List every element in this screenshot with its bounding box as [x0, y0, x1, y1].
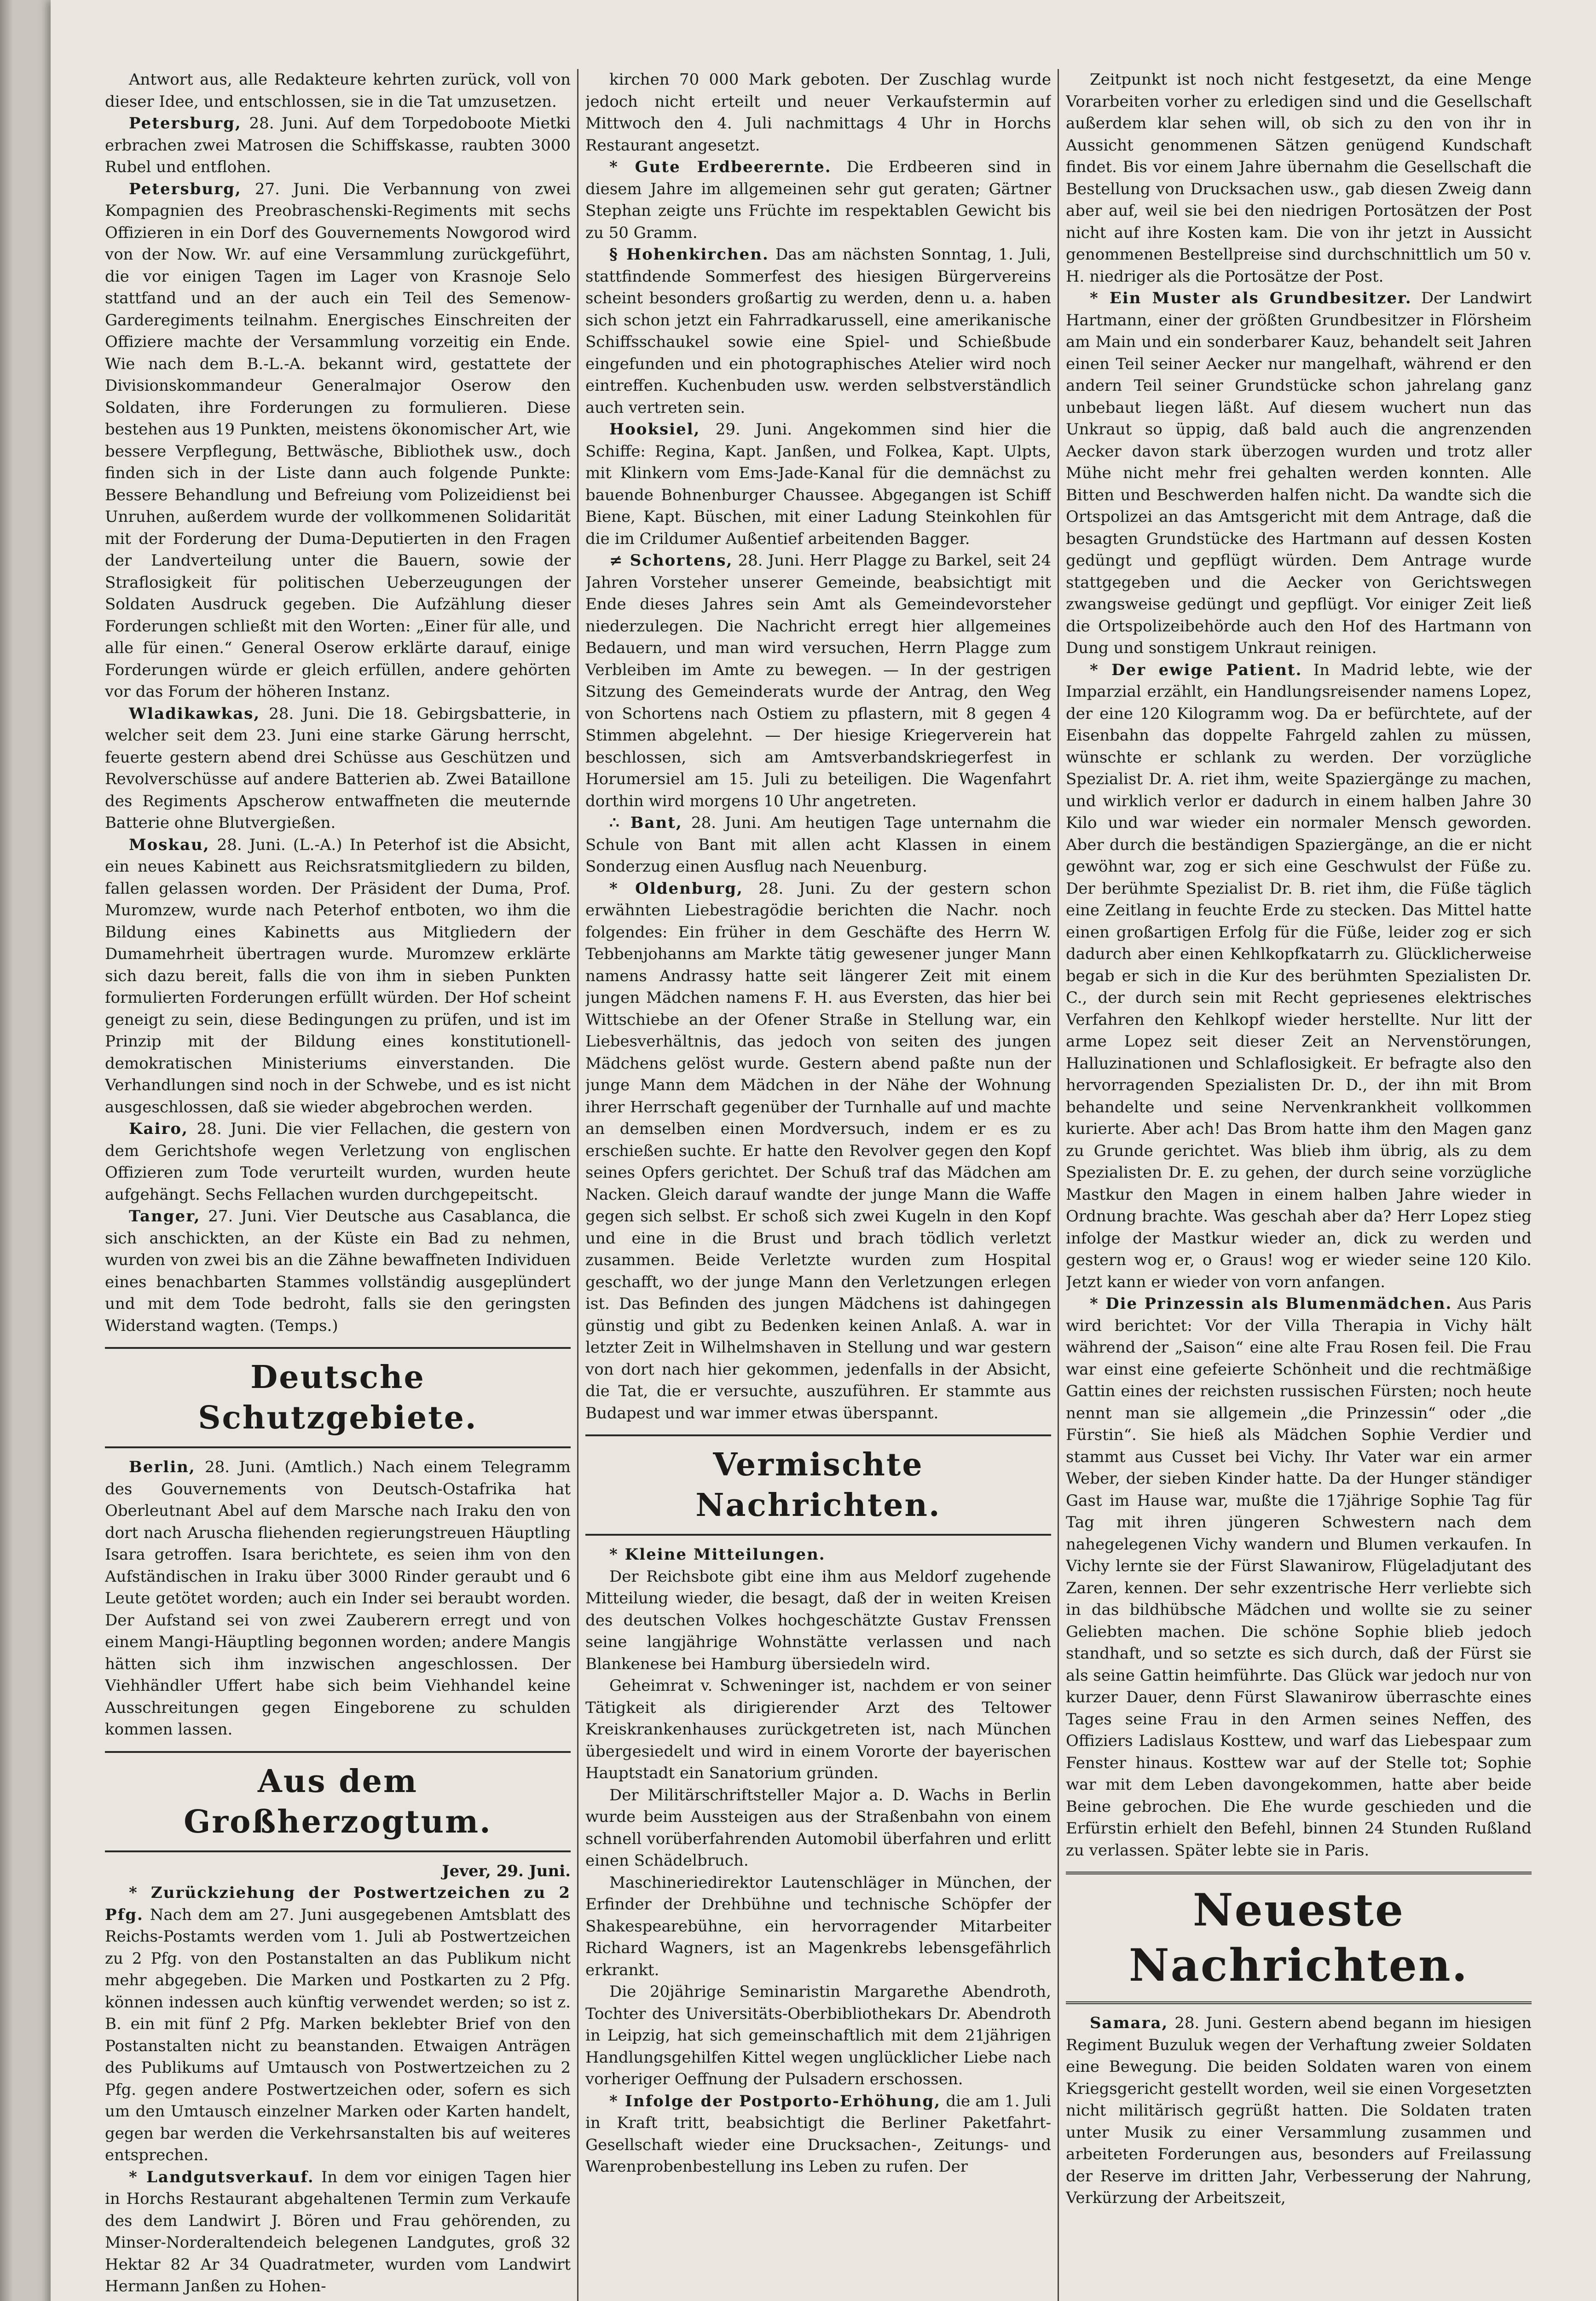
news-paragraph: [585, 1981, 1051, 2091]
paragraph-keyword: Moskau,: [129, 835, 210, 854]
paragraph-keyword: * Gute Erdbeerernte.: [609, 158, 832, 176]
news-paragraph: [105, 1882, 571, 2167]
heading-grossherzogtum: Aus dem Großherzogtum.: [105, 1751, 571, 1852]
left-news-list: [105, 69, 571, 1337]
paragraph-text: 28. Juni. Zu der gestern schon erwähnten Liebestragödie berichten die Nachr. noch folgendes: Ein früher in dem Geschäfte des Herrn W. Tebbenjohanns am Markte tätig gewesener junger Mann namens Andrassy hatte seit längerer Zeit mit einem jungen Mädchen namens F. H. aus Eversten, das hier bei Wittschiebe an der Ofener Straße in Stellung war, ein Liebesverhältnis, das jedoch von seiten des jungen Mädchens gelöst wurde. Gestern abend paßte nun der junge Mann dem Mädchen in der Nähe der Wohnung ihrer Herrschaft gegenüber der Turnhalle auf und machte an demselben einen Mordversuch, indem er es zu erschießen suchte. Er hatte den Revolver gegen den Kopf seines Opfers gerichtet. Der Schuß traf das Mädchen am Nacken. Gleich darauf wandte der junge Mann die Waffe gegen sich selbst. Er schoß sich zwei Kugeln in den Kopf und eine in die Brust und brach tödlich verletzt zusammen. Beide Verletzte wurden zum Hospital geschafft, wo der junge Mann den Verletzungen erlegen ist. Das Befinden des jungen Mädchens ist dahingegen günstig und gibt zu Bedenken keinen Anlaß. A. war in letzter Zeit in Wilhelmshaven in Stellung und war gestern von dort nach hier gekommen, jedenfalls in der Absicht, die Tat, die er versuchte, auszuführen. Er stammte aus Budapest und war immer etwas überspannt.: [585, 879, 1051, 1422]
paragraph-text: 28. Juni. Herr Plagge zu Barkel, seit 24 Jahren Vorsteher unserer Gemeinde, beabsichtigt mit Ende dieses Jahres sein Amt als Gemeindevorsteher niederzulegen. Die Nachricht erregt hier allgemeines Bedauern, und man wird versuchen, Herrn Plagge zum Verbleiben im Amte zu bewegen. — In der gestrigen Sitzung des Gemeinderats wurde der Antrag, den Weg von Schortens nach Ostiem zu pflastern, mit 8 gegen 4 Stimmen abgelehnt. — Der hiesige Kriegerverein hat beschlossen, sich am Amtsverbandskriegerfest in Horumersiel am 15. Juli zu beteiligen. Die Wagenfahrt dorthin wird morgens 10 Uhr angetreten.: [585, 551, 1051, 810]
paragraph-text: Nach dem am 27. Juni ausgegebenen Amtsblatt des Reichs-Postamts werden vom 1. Juli ab Postwertzeichen zu 2 Pfg. von den Postanstalten an das Publikum nicht mehr abgegeben. Die Marken und Postkarten zu 2 Pfg. können indessen auch künftig verwendet werden; so ist z. B. ein mit fünf 2 Pfg. Marken beklebter Brief von den Postanstalten nicht zu beanstanden. Etwaigen Anträgen des Publikums auf Umtausch von Postwertzeichen zu 2 Pfg. gegen andere Postwertzeichen oder, sofern es sich um den Umtausch einzelner Marken oder Karten handelt, gegen bar werden die Verkehrsanstalten bis auf weiteres entsprechen.: [105, 1905, 571, 2164]
news-paragraph: [585, 69, 1051, 156]
news-paragraph: [1066, 659, 1532, 1294]
dateline-jever: Jever, 29. Juni.: [442, 1862, 571, 1880]
paragraph-text: In Madrid lebte, wie der Imparzial erzählt, ein Handlungsreisender namens Lopez, der eine 120 Kilogramm wog. Da er befürchtete, auf der Eisenbahn das doppelte Fahrgeld zahlen zu müssen, wünschte er schlank zu werden. Der vorzügliche Spezialist Dr. A. riet ihm, weite Spaziergänge zu machen, und wirklich verlor er dadurch in einem halben Jahre 30 Kilo und war wieder ein normaler Mensch geworden. Aber durch die beständigen Spaziergänge, an die er nicht gewöhnt war, zog er sich eine Geschwulst der Füße zu. Der berühmte Spezialist Dr. B. riet ihm, die Füße täglich eine Zeitlang in feuchte Erde zu stecken. Das Mittel hatte einen großartigen Erfolg für die Füße, leider zog er sich dadurch aber einen Kehlkopfkatarrh zu. Glücklicherweise begab er sich in die Kur des berühmten Spezialisten Dr. C., der durch sein mit Recht gepriesenes elektrisches Verfahren den Kehlkopf wieder herstellte. Nur litt der arme Lopez seit dieser Zeit an Nervenstörungen, Halluzinationen und Schlaflosigkeit. Er befragte also den hervorragenden Spezialisten Dr. D., der ihn mit Brom behandelte und seine Nervenkrankheit vollkommen kurierte. Aber ach! Das Brom hatte ihm den Magen ganz zu Grunde gerichtet. Was blieb ihm übrig, als zu dem Spezialisten Dr. E. zu gehen, der durch seine vorzügliche Mastkur den Magen in einem halben Jahre wieder in Ordnung brachte. Was geschah aber da? Herr Lopez stieg infolge der Mastkur wieder an, dick zu werden und gestern wog er, o Graus! wog er wieder seine 120 Kilo. Jetzt kann er wieder von vorn anfangen.: [1066, 660, 1532, 1291]
news-paragraph: [585, 419, 1051, 550]
paragraph-keyword: * Infolge der Postporto-Erhöhung,: [609, 2092, 941, 2110]
news-paragraph: [105, 703, 571, 834]
paragraph-keyword: Tanger,: [129, 1207, 201, 1226]
middle-news-list: [585, 69, 1051, 1424]
grossherzogtum-list: [105, 1882, 571, 2298]
news-paragraph: [585, 1566, 1051, 1676]
news-paragraph: [585, 2091, 1051, 2178]
paragraph-keyword: * Oldenburg,: [609, 879, 743, 898]
paragraph-keyword: * Landgutsverkauf.: [129, 2168, 314, 2186]
paragraph-text: 28. Juni. (Amtlich.) Nach einem Telegramm des Gouvernements von Deutsch-Ostafrika hat Oberleutnant Abel auf dem Marsche nach Iraku den von dort nach Aruscha fliehenden regierungstreuen Häuptling Isara getroffen. Isara berichtete, es seien ihm von den Aufständischen in Iraku über 3000 Rinder geraubt und 6 Leute getötet worden; auch ein Inder sei beraubt worden. Der Aufstand sei von zwei Zauberern erregt und von einem Mangi-Häuptling begonnen worden; andere Mangis hätten sich ihm inzwischen angeschlossen. Der Viehhändler Uffert habe sich beim Viehhandel keine Ausschreitungen gegen Eingeborene zu schulden kommen lassen.: [105, 1458, 571, 1739]
paragraph-text: Die Erdbeeren sind in diesem Jahre im allgemeinen sehr gut geraten; Gärtner Stephan zeigte uns Früchte im respektablen Gewicht bis zu 50 Gramm.: [585, 158, 1051, 242]
neueste-list: [1066, 2012, 1532, 2209]
news-paragraph: [585, 550, 1051, 812]
news-paragraph: [585, 1544, 1051, 1566]
paragraph-text: 27. Juni. Vier Deutsche aus Casablanca, die sich anschickten, an der Küste ein Bad zu nehmen, wurden von zwei bis an die Zähne bewaffneten Individuen eines benachbarten Stammes vollständig ausgeplündert und mit dem Tode bedroht, falls sie den geringsten Widerstand wagten. (Temps.): [105, 1207, 571, 1335]
left-column: [105, 69, 571, 2301]
paragraph-keyword: * Der ewige Patient.: [1090, 660, 1302, 679]
news-paragraph: [1066, 2012, 1532, 2209]
news-paragraph: [105, 1118, 571, 1206]
news-paragraph: [105, 113, 571, 179]
paragraph-text: Das am nächsten Sonntag, 1. Juli, stattfindende Sommerfest des hiesigen Bürgervereins scheint besonders großartig zu werden, denn u. a. haben sich schon jetzt ein Fahrradkarussell, eine amerikanische Schiffsschaukel sowie eine Spiel- und Schießbude eingefunden und ein photographisches Atelier wird noch eintreffen. Kuchenbuden usw. werden selbstverständlich auch vertreten sein.: [585, 245, 1051, 417]
news-paragraph: [105, 1457, 571, 1741]
paragraph-text: Der Militärschriftsteller Major a. D. Wachs in Berlin wurde beim Aussteigen aus der Straßenbahn von einem schnell vorüberfahrenden Automobil überfahren und erlitt einen Schädelbruch.: [585, 1786, 1051, 1870]
paragraph-text: 28. Juni. Am heutigen Tage unternahm die Schule von Bant mit allen acht Klassen in einem Sonderzug einen Ausflug nach Neuenburg.: [585, 814, 1051, 876]
paragraph-text: Maschineriedirektor Lautenschläger in München, der Erfinder der Drehbühne und technische Schöpfer der Shakespearebühne, ein hervorragender Mitarbeiter Richard Wagners, ist an Magenkrebs lebensgefährlich erkrankt.: [585, 1873, 1051, 1979]
paragraph-text: Der Landwirt Hartmann, einer der größten Grundbesitzer in Flörsheim am Main und ein sonderbarer Kauz, behandelt seit Jahren einen Teil seiner Aecker nur mangelhaft, während er den andern Teil seiner Grundstücke schon jahrelang ganz unbebaut liegen läßt. Auf diesem wuchert nun das Unkraut so üppig, daß bald auch die angrenzenden Aecker davon stark überzogen wurden und trotz aller Mühe nicht mehr frei gehalten werden konnten. Alle Bitten und Beschwerden halfen nicht. Da wandte sich die Ortspolizei an das Amtsgericht mit dem Antrage, daß die besagten Grundstücke des Hartmann auf dessen Kosten gedüngt und gepflügt würden. Dem Antrage wurde stattgegeben und die Aecker von Gerichtswegen zwangsweise gedüngt und gepflügt. Vor einiger Zeit ließ die Ortspolizeibehörde auch den Hof des Hartmann von Dung und sonstigem Unkraut reinigen.: [1066, 289, 1532, 657]
news-paragraph: [585, 244, 1051, 419]
paragraph-keyword: ∴ Bant,: [609, 814, 682, 832]
right-news-list: [1066, 69, 1532, 1862]
paragraph-text: kirchen 70 000 Mark geboten. Der Zuschlag wurde jedoch nicht erteilt und neuer Verkaufstermin auf Mittwoch den 4. Juli nachmittags 4 Uhr in Horchs Restaurant angesetzt.: [585, 70, 1051, 155]
news-paragraph: [1066, 288, 1532, 659]
right-column: [1066, 69, 1532, 2301]
paragraph-text: 27. Juni. Die Verbannung von zwei Kompagnien des Preobraschenski-Regiments mit sechs Offizieren in ein Dorf des Gouvernements Nowgorod wird von der Now. Wr. auf eine Versammlung zurückgeführt, die vor einigen Tagen im Lager von Krasnoje Selo stattfand und an der auch ein Teil des Semenow-Garderegiments teilnahm. Energisches Einschreiten der Offiziere machte der Versammlung vorzeitig ein Ende. Wie nach dem B.-L.-A. bekannt wird, gestattete der Divisionskommandeur Generalmajor Oserow den Soldaten, ihre Forderungen zu formulieren. Diese bestehen aus 19 Punkten, meistens ökonomischer Art, wie bessere Verpflegung, Bettwäsche, Bibliothek usw., doch finden sich in der Liste dann auch folgende Punkte: Bessere Behandlung und Befreiung vom Polizeidienst bei Unruhen, außerdem wurde der vollkommenen Solidarität mit der Forderung der Duma-Deputierten in den Fragen der Landverteilung unter die Bauern, sowie der Straflosigkeit für politischen Ueberzeugungen der Soldaten Ausdruck gegeben. Die Aufzählung dieser Forderungen schließt mit den Worten: „Einer für alle, und alle für einen.“ General Oserow erklärte darauf, einige Forderungen würde er gleich erfüllen, andere gehörten vor das Forum der höheren Instanz.: [105, 179, 571, 701]
heading-deutsche-schutzgebiete: Deutsche Schutzgebiete.: [105, 1347, 571, 1448]
paragraph-text: In dem vor einigen Tagen hier in Horchs Restaurant abgehaltenen Termin zum Verkaufe des dem Landwirt J. Bören und Frau gehörenden, zu Minser-Norderaltendeich belegenen Landgutes, groß 32 Hektar 82 Ar 34 Quadratmeter, wurden vom Landwirt Hermann Janßen zu Hohen-: [105, 2168, 571, 2295]
paragraph-keyword: ≠ Schortens,: [609, 551, 733, 570]
news-paragraph: [585, 812, 1051, 878]
paragraph-text: 28. Juni. (L.-A.) In Peterhof ist die Absicht, ein neues Kabinett aus Reichsratsmitgliedern zu bilden, fallen gelassen worden. Der Präsident der Duma, Prof. Muromzew, wurde nach Peterhof entboten, wo ihm die Bildung eines Kabinetts aus Mitgliedern der Dumamehrheit übertragen wurde. Muromzew erklärte sich dazu bereit, falls die von ihm in sieben Punkten formulierten Forderungen erfüllt würden. Der Hof scheint geneigt zu sein, diese Bedingungen zu prüfen, und ist im Prinzip mit der Bildung eines konstitutionell-demokratischen Ministeriums einverstanden. Die Verhandlungen sind noch in der Schwebe, und es ist nicht ausgeschlossen, daß sie wieder abgebrochen werden.: [105, 835, 571, 1116]
news-paragraph: [585, 1675, 1051, 1785]
news-paragraph: [1066, 1293, 1532, 1862]
paragraph-keyword: Petersburg,: [129, 179, 242, 198]
paragraph-keyword: Petersburg,: [129, 114, 242, 133]
heading-neueste-nachrichten: Neueste Nachrichten.: [1066, 1872, 1532, 2004]
news-paragraph: [585, 1872, 1051, 1982]
paragraph-text: 28. Juni. Die vier Fellachen, die gestern von dem Gerichtshofe wegen Verletzung von englischen Offizieren zum Tode verurteilt wurden, wurden heute aufgehängt. Sechs Fellachen wurden durchgepeitscht.: [105, 1120, 571, 1204]
news-paragraph: [105, 2167, 571, 2298]
news-paragraph: [585, 1785, 1051, 1872]
news-paragraph: [105, 69, 571, 113]
paragraph-text: Die 20jährige Seminaristin Margarethe Abendroth, Tochter des Universitäts-Oberbibliothekars Dr. Abendroth in Leipzig, hat sich gemeinschaftlich mit dem 21jährigen Handlungsgehilfen Kittel wegen unglücklicher Liebe nach vorheriger Oeffnung der Pulsadern erschossen.: [585, 1983, 1051, 2088]
paragraph-keyword: Wladikawkas,: [129, 704, 260, 723]
news-paragraph: [105, 179, 571, 703]
paragraph-keyword: § Hohenkirchen.: [609, 245, 769, 264]
paragraph-text: 28. Juni. Auf dem Torpedoboote Mietki erbrachen zwei Matrosen die Schiffskasse, raubten 3000 Rubel und entflohen.: [105, 114, 571, 176]
news-paragraph: [105, 1206, 571, 1337]
paragraph-keyword: Kairo,: [129, 1120, 188, 1138]
paragraph-text: die am 1. Juli in Kraft tritt, beabsichtigt die Berliner Paketfahrt-Gesellschaft wieder eine Drucksachen-, Zeitungs- und Warenprobenbestellung ins Leben zu rufen. Der: [585, 2092, 1051, 2176]
paragraph-keyword: * Zurückziehung der Postwertzeichen zu 2 Pfg.: [105, 1884, 571, 1924]
news-paragraph: [1066, 69, 1532, 288]
paragraph-text: 29. Juni. Angekommen sind hier die Schiffe: Regina, Kapt. Janßen, und Folkea, Kapt. Ulpts, mit Klinkern vom Ems-Jade-Kanal für die demnächst zu bauende Bohnenburger Chaussee. Abgegangen ist Schiff Biene, Kapt. Büschen, mit einer Ladung Steinkohlen für die im Crildumer Außentief arbeitenden Bagger.: [585, 420, 1051, 548]
paragraph-keyword: * Ein Muster als Grundbesitzer.: [1090, 289, 1412, 307]
heading-vermischte-nachrichten: Vermischte Nachrichten.: [585, 1434, 1051, 1536]
news-paragraph: [105, 834, 571, 1119]
paragraph-text: 28. Juni. Die 18. Gebirgsbatterie, in welcher seit dem 23. Juni eine starke Gärung herrscht, feuerte gestern abend drei Schüsse aus Geschützen und Revolverschüsse auf andere Batterien ab. Zwei Bataillone des Regiments Apscherow entwaffneten die meuternde Batterie ohne Blutvergießen.: [105, 704, 571, 832]
paragraph-text: 28. Juni. Gestern abend begann im hiesigen Regiment Buzuluk wegen der Verhaftung zweier Soldaten eine Bewegung. Die beiden Soldaten waren von einem Kriegsgericht gestellt worden, weil sie einen Vorgesetzten nicht militärisch gegrüßt hatten. Die Soldaten traten unter Musik zu einer Versammlung zusammen und arbeiteten Forderungen aus, besonders auf Freilassung der Reserve im dritten Jahr, Verbesserung der Nahrung, Verkürzung der Arbeitszeit,: [1066, 2014, 1532, 2207]
news-paragraph: [585, 878, 1051, 1425]
column-rule-left: [577, 69, 578, 2301]
column-rule-right: [1058, 69, 1059, 2301]
paragraph-keyword: Berlin,: [129, 1458, 196, 1476]
paragraph-text: Antwort aus, alle Redakteure kehrten zurück, voll von dieser Idee, und entschlossen, sie in die Tat umzusetzen.: [105, 70, 571, 111]
book-spine-shadow: [0, 0, 13, 2301]
paragraph-text: Aus Paris wird berichtet: Vor der Villa Therapia in Vichy hält während der „Saison“ eine alte Frau Rosen feil. Die Frau war einst eine gefeierte Schönheit und die rechtmäßige Gattin eines der reichsten russischen Fürsten; noch heute nennt man sie allgemein „die Prinzessin“ oder „die Fürstin“. Sie hieß als Mädchen Sophie Verdier und stammt aus Cusset bei Vichy. Ihr Vater war ein armer Weber, der sieben Kinder hatte. Da der Hunger ständiger Gast im Hause war, mußte die 17jährige Sophie Tag für Tag mit ihren jüngeren Schwestern nach dem nahegelegenen Vichy wandern und Blumen verkaufen. In Vichy lernte sie der Fürst Slawanirow, Flügeladjutant des Zaren, kennen. Der sehr exzentrische Herr verliebte sich in das bildhübsche Mädchen und wollte sie zu seiner Geliebten machen. Die schöne Sophie blieb jedoch standhaft, und so setzte es sich durch, daß der Fürst sie als seine Gattin heimführte. Das Glück war jedoch nur von kurzer Dauer, denn Fürst Slawanirow überraschte eines Tages seine Frau in den Armen seines Neffen, des Offiziers Ladislaus Kosttew, und warf das Liebespaar zum Fenster hinaus. Kosttew war auf der Stelle tot; Sophie war mit dem Leben davongekommen, hatte aber beide Beine gebrochen. Die Ehe wurde geschieden und die Erfürstin erhielt den Befehl, binnen 24 Stunden Rußland zu verlassen. Später lebte sie in Paris.: [1066, 1295, 1532, 1860]
middle-column: [585, 69, 1051, 2301]
paragraph-keyword: Samara,: [1090, 2014, 1168, 2032]
paragraph-text: Geheimrat v. Schweninger ist, nachdem er von seiner Tätigkeit als dirigierender Arzt des Teltower Kreiskrankenhauses zurückgetreten ist, nach München übergesiedelt und wird in einem Vororte der bayerischen Hauptstadt ein Sanatorium gründen.: [585, 1677, 1051, 1782]
paragraph-text: Zeitpunkt ist noch nicht festgesetzt, da eine Menge Vorarbeiten vorher zu erledigen sind und die Gesellschaft außerdem klar sehen will, ob sich zu den von ihr in Aussicht genommenen Sätzen genügend Kundschaft findet. Bis vor einem Jahre übernahm die Gesellschaft die Bestellung von Drucksachen usw., gab diesen Zweig dann aber auf, weil sie bei den niedrigen Portosätzen der Post nicht auf ihre Kosten kam. Die von ihr jetzt in Aussicht genommenen Bestellpreise sind durchschnittlich um 50 v. H. niedriger als die Portosätze der Post.: [1066, 70, 1532, 286]
news-paragraph: [585, 156, 1051, 244]
schutzgebiete-list: [105, 1457, 571, 1741]
vermischte-list: [585, 1544, 1051, 2178]
paragraph-keyword: * Kleine Mitteilungen.: [609, 1545, 826, 1564]
paragraph-text: Der Reichsbote gibt eine ihm aus Meldorf zugehende Mitteilung wieder, die besagt, daß der in weiten Kreisen des deutschen Volkes hochgeschätzte Gustav Frenssen seine langjährige Wohnstätte verlassen und nach Blankenese bei Hamburg übersiedeln wird.: [585, 1567, 1051, 1673]
paragraph-keyword: Hooksiel,: [609, 420, 700, 439]
paragraph-keyword: * Die Prinzessin als Blumenmädchen.: [1090, 1295, 1452, 1313]
